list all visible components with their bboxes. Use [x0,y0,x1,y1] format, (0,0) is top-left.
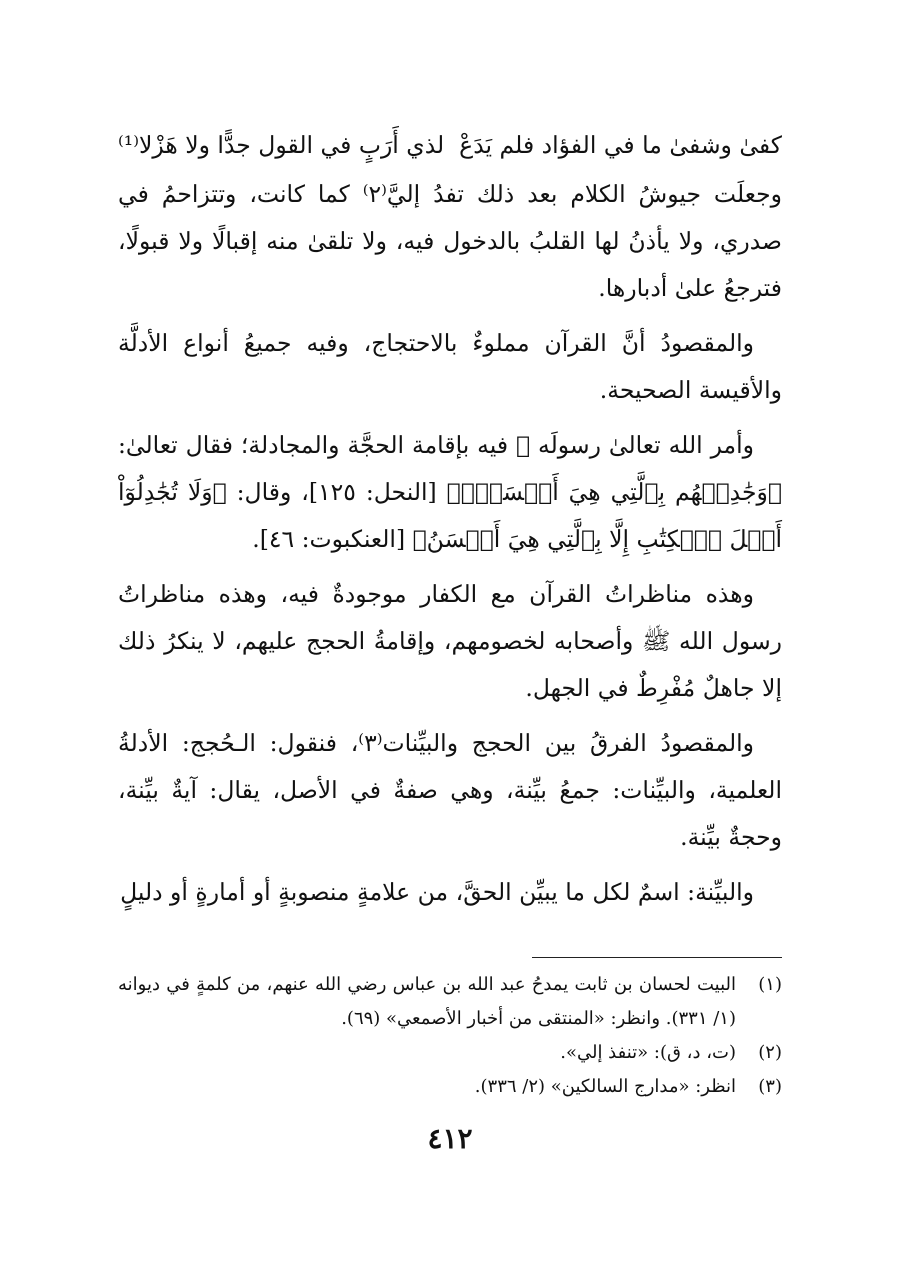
footnote-divider [532,957,782,958]
footnote [118,968,782,1036]
verse-second-hemistich: لذي أَرَبٍ في القول جدًّا ولا هَزْلا⁽¹⁾ [118,131,445,159]
paragraph: والمقصودُ الفرقُ بين الحجج والبيِّنات⁽٣⁾، فنقول: الـحُجج: الأدلةُ العلمية، والبيِّنات: جمعُ بيِّنة، وهي صفةٌ في الأصل، يقال: آيةٌ بيِّنة، وحجةٌ بيِّنة. [118,729,782,851]
paragraph: والمقصودُ أنَّ القرآن مملوءٌ بالاحتجاج، وفيه جميعُ أنواع الأدلَّة والأقيسة الصحيحة. [118,329,782,404]
poetry-verse [118,122,782,169]
paragraph: وأمر الله تعالىٰ رسولَه ﷺ فيه بإقامة الحجَّة والمجادلة؛ فقال تعالىٰ: ﴿وَجَٰدِلۡهُم بِٱلَّتِي هِيَ أَحۡسَنُۚ﴾ [النحل: ١٢٥]، وقال: ﴿وَلَا تُجَٰدِلُوٓاْ أَهۡلَ ٱلۡكِتَٰبِ إِلَّا بِٱلَّتِي هِيَ أَحۡسَنُ﴾ [العنكبوت: ٤٦]. [118,431,782,553]
footnote [118,1036,782,1070]
footnote-text: البيت لحسان بن ثابت يمدحُ عبد الله بن عباس رضي الله عنهم، من كلمةٍ في ديوانه (١/ ٣٣١). وانظر: «المنتقى من أخبار الأصمعي» (٦٩). [118,974,736,1029]
footnote-number: (٣) [758,1076,782,1097]
page-number: ٤١٢ [427,1122,473,1155]
footnote-number: (٢) [758,1042,782,1063]
main-text [118,122,782,924]
paragraph: والبيِّنة: اسمٌ لكل ما يبيِّن الحقَّ، من علامةٍ منصوبةٍ أو أمارةٍ أو دليلٍ [120,878,754,906]
footnotes [118,968,782,1104]
verse-first-hemistich: كفىٰ وشفىٰ ما في الفؤاد فلم يَدَعْ [459,131,782,159]
footnote [118,1070,782,1104]
footnote-text: انظر: «مدارج السالكين» (٢/ ٣٣٦). [474,1076,736,1097]
paragraph: وهذه مناظراتُ القرآن مع الكفار موجودةٌ فيه، وهذه مناظراتُ رسول الله ﷺ وأصحابه لخصومهم، وإقامةُ الحجج عليهم، لا ينكرُ ذلك إلا جاهلٌ مُفْرِطٌ في الجهل. [118,580,782,702]
footnote-text: (ت، د، ق): «تنفذ إلي». [560,1042,736,1063]
paragraph: وجعلَت جيوشُ الكلام بعد ذلك تفدُ إليَّ⁽٢⁾ كما كانت، وتتزاحمُ في صدري، ولا يأذنُ لها القلبُ بالدخول فيه، ولا تلقىٰ منه إقبالًا ولا قبولًا، فترجعُ علىٰ أدبارها. [118,180,782,302]
footnote-number: (١) [758,974,782,995]
